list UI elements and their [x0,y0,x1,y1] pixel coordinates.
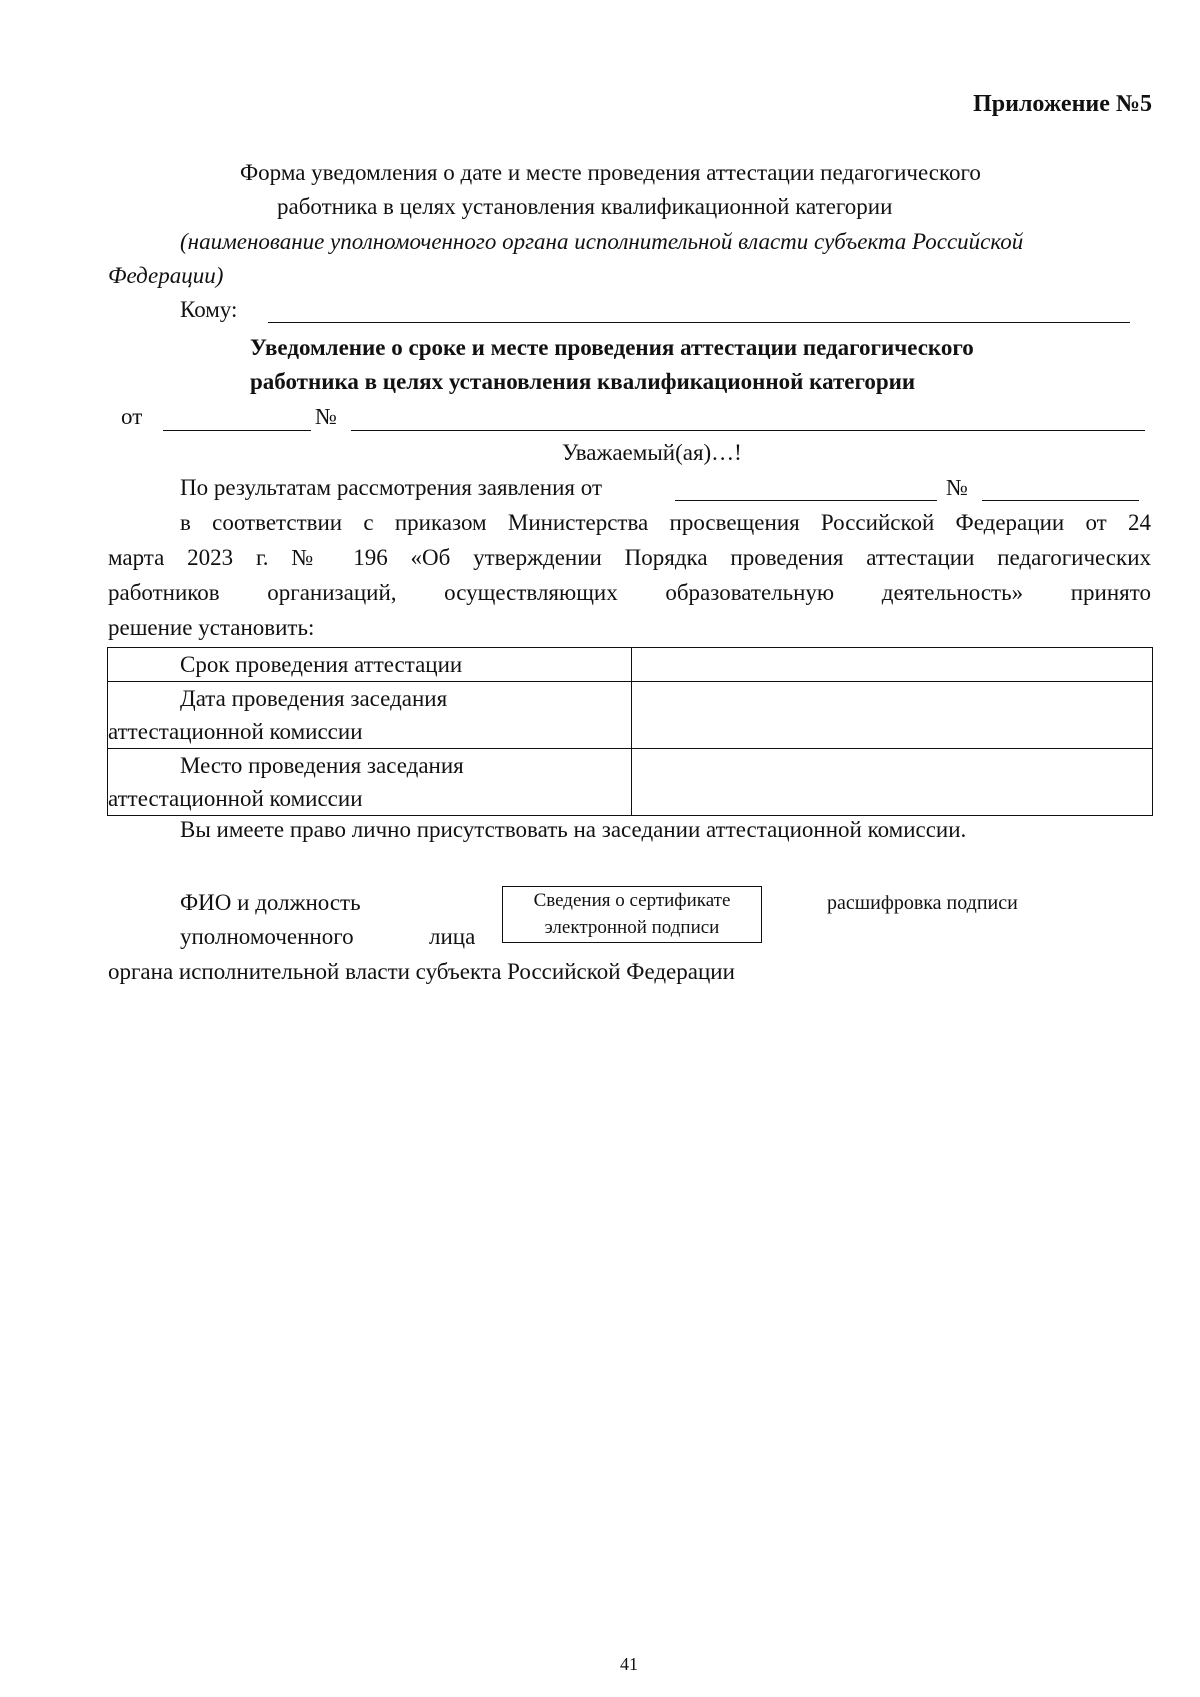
order-line-1: в соответствии с приказом Министерства просвещения Российской Федерации от 24 [180,510,1151,535]
fio-line-2a: уполномоченного [180,924,354,949]
form-title-line-1: Форма уведомления о дате и месте проведения аттестации педагогического [240,160,981,185]
table-value-cell[interactable] [632,682,1153,749]
form-title-line-2: работника в целях установления квалификационной категории [277,194,893,219]
table-label-cell [108,648,632,682]
application-text: По результатам рассмотрения заявления от [180,475,602,500]
table-row [108,749,1153,816]
table-label-line: аттестационной комиссии [108,719,363,744]
table-label-cell [108,682,632,749]
table-label-line: аттестационной комиссии [108,786,363,811]
right-to-attend-text: Вы имеете право лично присутствовать на заседании аттестационной комиссии. [180,817,967,842]
recipient-underline[interactable] [268,322,1130,323]
order-line-4: решение установить: [108,615,315,640]
appendix-label: Приложение №5 [973,91,1152,117]
application-number-underline[interactable] [982,500,1139,501]
table-label-cell [108,749,632,816]
signature-certificate-box [502,886,762,943]
table-row [108,682,1153,749]
number-underline[interactable] [351,430,1145,431]
table-label-line: Дата проведения заседания [180,686,448,711]
order-line-3: работников организаций, осуществляющих образовательную деятельность» принято [108,580,1151,605]
from-label: от [121,404,143,429]
date-underline[interactable] [163,430,311,431]
authority-line-1: (наименование уполномоченного органа исполнительной власти субъекта Российской [180,229,1024,254]
table-label-line: Срок проведения аттестации [180,652,463,677]
page-number: 41 [620,1654,638,1674]
table-row [108,648,1153,682]
cert-line-2: электронной подписи [544,917,720,938]
cert-line-1: Сведения о сертификате [533,890,731,911]
attestation-info-table [107,647,1153,816]
order-line-2: марта 2023 г. № 196 «Об утверждении Порядка проведения аттестации педагогических [108,545,1151,570]
application-number-sign: № [946,475,968,500]
authority-line-2: Федерации) [108,263,224,288]
table-value-cell[interactable] [632,648,1153,682]
application-date-underline[interactable] [675,500,937,501]
table-label-line: Место проведения заседания [180,753,464,778]
fio-line-3: органа исполнительной власти субъекта Российской Федерации [108,959,735,984]
notice-title-line-1: Уведомление о сроке и месте проведения аттестации педагогического [250,335,974,360]
fio-line-2b: лица [429,924,476,949]
table-value-cell[interactable] [632,749,1153,816]
number-sign: № [315,404,337,429]
fio-line-1: ФИО и должность [180,890,361,915]
signature-decode-label: расшифровка подписи [827,892,1018,914]
greeting: Уважаемый(ая)…! [562,440,742,465]
to-label: Кому: [180,297,238,322]
notice-title-line-2: работника в целях установления квалификационной категории [250,369,916,394]
